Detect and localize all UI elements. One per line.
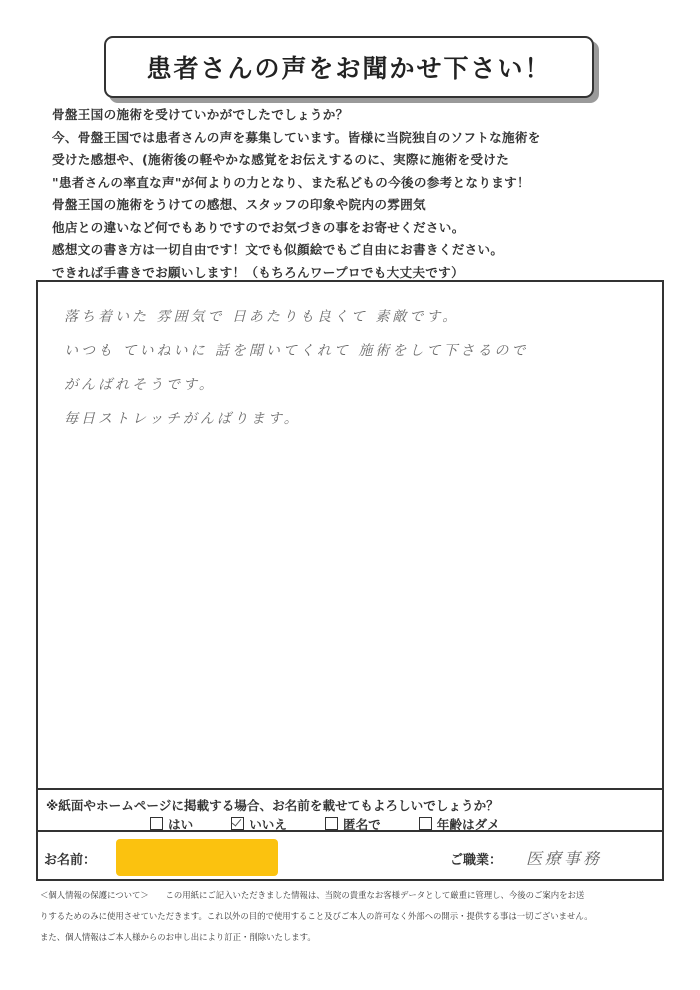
privacy-line: また、個人情報はご本人様からのお申し出により訂正・削除いたします。 <box>40 932 316 942</box>
title-box <box>104 36 594 98</box>
intro-line: 今、骨盤王国では患者さんの声を募集しています。皆様に当院独自のソフトな施術を <box>52 129 541 145</box>
option-label: 匿名で <box>342 817 381 832</box>
answer-line: 落ち着いた 雰囲気で 日あたりも良くて 素敵です。 <box>64 309 460 325</box>
intro-text <box>52 104 662 284</box>
consent-section <box>38 788 662 832</box>
answer-line: 毎日ストレッチがんばります。 <box>64 411 301 427</box>
option-label: 年齢はダメ <box>436 817 500 832</box>
answer-line: いつも ていねいに 話を聞いてくれて 施術をして下さるので <box>64 343 529 359</box>
privacy-notice <box>40 885 665 948</box>
checkbox[interactable] <box>325 817 338 830</box>
option-label: いいえ <box>249 817 287 832</box>
intro-line: 受けた感想や、(施術後の軽やかな感覚をお伝えするのに、実際に施術を受けた <box>52 152 510 167</box>
consent-question: ※紙面やホームページに掲載する場合、お名前を載せてもよろしいでしょうか？ <box>46 798 499 813</box>
intro-line: できれば手書きでお願いします！（もちろんワープロでも大丈夫です） <box>52 264 464 280</box>
option-label: はい <box>168 817 194 832</box>
page-title: 患者さんの声をお聞かせ下さい！ <box>146 54 552 83</box>
checkbox[interactable] <box>150 817 163 830</box>
privacy-line: りするためのみに使用させていただきます。これ以外の目的で使用すること及びご本人の許可なく外部への開示・提供する事は一切ございません。 <box>40 911 593 921</box>
name-redaction <box>116 839 278 876</box>
job-value: 医療事務 <box>526 849 603 868</box>
name-row <box>38 830 662 881</box>
answer-line: がんばれそうです。 <box>64 377 216 393</box>
intro-line: 感想文の書き方は一切自由です！文でも似顔絵でもご自由にお書きください。 <box>52 242 504 257</box>
intro-line: 他店との違いなど何でもありですのでお気づきの事をお寄せください。 <box>52 219 465 235</box>
privacy-line: ＜個人情報の保護について＞ この用紙にご記入いただきました情報は、当院の貴重なお客様データとして厳重に管理し、今後のご案内をお送 <box>40 890 585 900</box>
checkbox[interactable] <box>419 817 432 830</box>
job-label: ご職業： <box>450 853 503 868</box>
feedback-form <box>36 280 664 881</box>
checkbox-checked[interactable] <box>231 817 244 830</box>
handwritten-answer <box>64 300 644 436</box>
intro-line: "患者さんの率直な声"が何よりの力となり、また私どもの今後の参考となります！ <box>52 174 530 190</box>
intro-line: 骨盤王国の施術を受けていかがでしたでしょうか？ <box>52 107 349 122</box>
name-label: お名前： <box>44 853 97 868</box>
intro-line: 骨盤王国の施術をうけての感想、スタッフの印象や院内の雰囲気 <box>52 197 426 212</box>
